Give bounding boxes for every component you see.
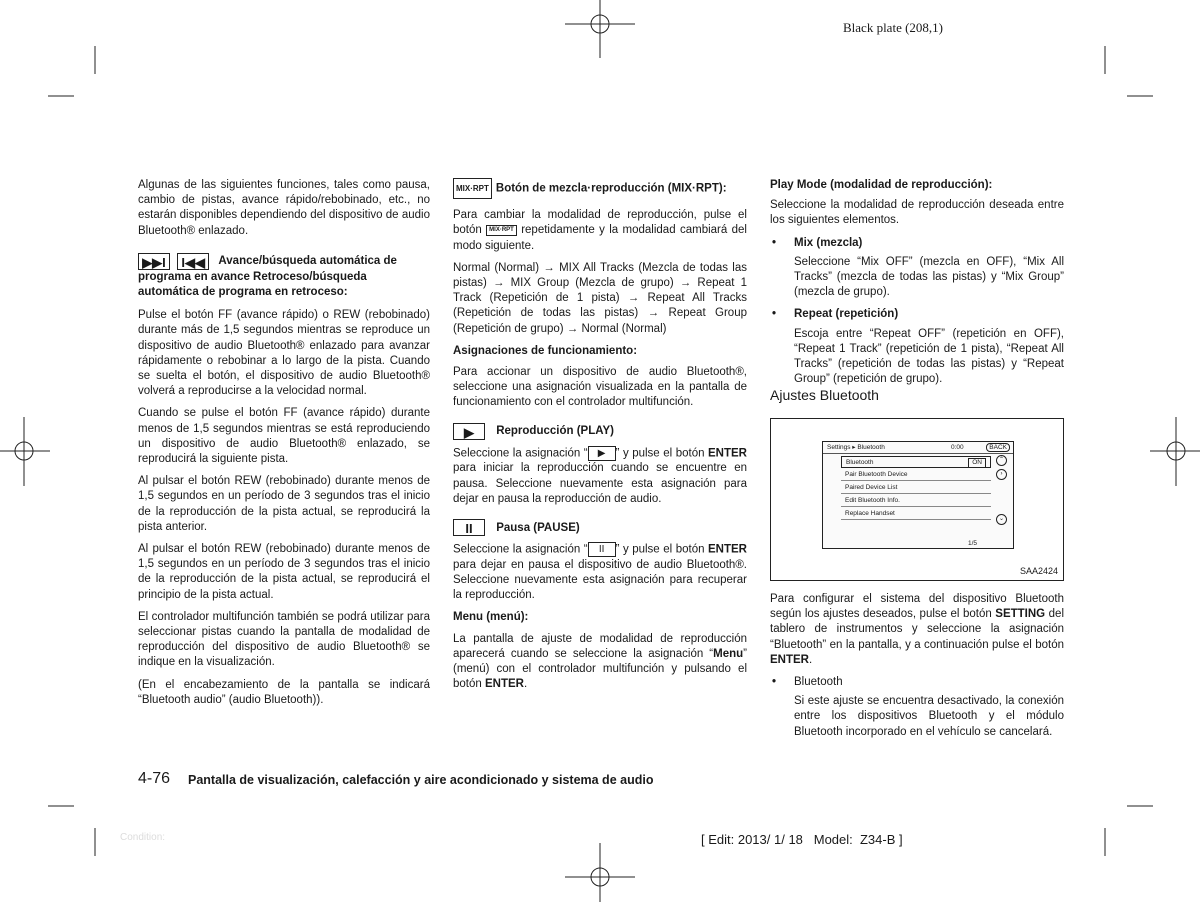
mix-paragraph [453, 208, 747, 254]
mix-text-a: Para cambiar la modalidad de reproducción, pulse el botón [453, 209, 747, 237]
menu-paragraph [453, 632, 747, 693]
ff-paragraph-1: Pulse el botón FF (avance rápido) o REW (rebobinado) durante más de 1,5 segundos mientras se reproduce un dispositivo de audio Bluetooth® enlazado para avanzar rápidamente o rebobinar a lo largo de la pista. Cuando se suelta el botón, el dispositivo de audio Bluetooth® volverá a reproducirse a la velocidad normal. [138, 309, 430, 398]
rew-paragraph-2: Al pulsar el botón REW (rebobinado) durante menos de 1,5 segundos en un período de 3 segundos tras el inicio de la reproducción de la pista actual, se reproducirá el principio de la pista actual. [138, 543, 430, 601]
rewind-icon: I◀◀ [177, 253, 209, 270]
repeat-bullet-text: Escoja entre “Repeat OFF” (repetición en OFF), “Repeat 1 Track” (repetición de 1 pista), “Repeat All Tracks” (repetición de todas las pistas) y “Repeat Group” (repetición de grupo). [794, 327, 1064, 386]
menu-item-replace[interactable]: Replace Handset [841, 508, 991, 520]
pause-heading-block [453, 519, 747, 536]
pause-text-b: ” y pulse el botón [615, 543, 705, 556]
screen-title: Settings ▸ Bluetooth [827, 444, 885, 451]
bluetooth-section-title: Ajustes Bluetooth [770, 387, 879, 403]
menu-heading: Menu (menú): [453, 611, 529, 624]
settings-text-a: Para configurar el sistema del dispositivo Bluetooth según los ajustes deseados, pulse el botón [770, 593, 1064, 621]
assignments-paragraph: Para accionar un dispositivo de audio Bluetooth®, seleccione una asignación visualizada en la pantalla de funcionamiento con el controlador multifunción. [453, 366, 747, 409]
bullet-dot: • [772, 236, 777, 249]
play-text-b: ” y pulse el botón [615, 447, 705, 460]
mix-rpt-heading-block [453, 178, 747, 199]
mix-rpt-heading: Botón de mezcla·reproducción (MIX·RPT): [495, 182, 727, 195]
menu-label: Menu [713, 647, 744, 660]
pause-inline-icon: II [588, 542, 616, 557]
condition-label: Condition: [120, 832, 166, 843]
plate-label: Black plate (208,1) [843, 20, 943, 35]
screen-title-bar [823, 442, 1013, 454]
pause-paragraph [453, 542, 747, 603]
fast-forward-icon: ▶▶I [138, 253, 170, 270]
ff-rew-heading: Avance/búsqueda automática de programa en avance Retroceso/búsqueda automática de programa en retroceso: [138, 255, 397, 299]
screen-time: 0:00 [951, 444, 964, 451]
play-heading-block [453, 423, 747, 440]
enter-label: ENTER [770, 653, 809, 666]
toggle-on[interactable]: ON [968, 458, 986, 468]
settings-text-c: . [808, 653, 813, 666]
enter-label: ENTER [708, 543, 747, 556]
settings-text-b: del tablero de instrumentos y seleccione la asignación “Bluetooth” en la pantalla, y a continuación pulse el botón [770, 608, 1065, 651]
ff-paragraph-2: Cuando se pulse el botón FF (avance rápido) durante menos de 1,5 segundos mientras se está reproduciendo un dispositivo de audio Bluetooth® enlazado, se reproducirá la siguiente pista. [138, 407, 430, 466]
assignments-heading: Asignaciones de funcionamiento: [453, 344, 638, 357]
bluetooth-bullet-text: Si este ajuste se encuentra desactivado, la conexión entre los dispositivos Bluetooth y el módulo Bluetooth incorporado en el vehículo se cancelará. [794, 695, 1064, 738]
menu-text-b: ” (menú) con el controlador multifunción y pulsando el botón [453, 647, 747, 691]
bluetooth-bullet-title: Bluetooth [794, 676, 843, 689]
enter-label: ENTER [484, 678, 524, 691]
repeat-bullet [770, 307, 1064, 322]
ff-rew-heading-block [138, 253, 430, 300]
play-mode-paragraph: Seleccione la modalidad de reproducción deseada entre los siguientes elementos. [770, 199, 1064, 227]
back-button[interactable]: BACK [986, 443, 1010, 452]
figure-code: SAA2424 [1019, 566, 1058, 576]
edit-info: [ Edit: 2013/ 1/ 18 Model: Z34-B ] [701, 832, 903, 847]
mix-bullet [770, 236, 1064, 251]
page-number: 4-76 [138, 770, 171, 787]
bluetooth-bullet [770, 675, 1064, 690]
mode-sequence-paragraph: Normal (Normal) → MIX All Tracks (Mezcla de todas las pistas) → MIX Group (Mezcla de grupo) → Repeat 1 Track (Repetición de 1 pista) → Repeat All Tracks (Repetición de todas las pistas) → Repeat Group (Repetición de grupo) → Normal (Normal) [453, 261, 747, 335]
play-icon: ▶ [453, 423, 485, 440]
column-3 [770, 178, 1064, 394]
pause-icon: II [453, 519, 485, 536]
play-text-c: para iniciar la reproducción cuando se encuentre en pausa. Seleccione nuevamente esta asignación para dejar en pausa la reproducción de audio. [453, 462, 747, 505]
pause-text-c: para dejar en pausa el dispositivo de audio Bluetooth®. Seleccione nuevamente esta asignación para recuperar la reproducción. [453, 558, 747, 602]
menu-item-pair[interactable]: Pair Bluetooth Device [841, 469, 991, 481]
settings-screen [822, 441, 1014, 549]
bluetooth-settings-paragraph [770, 592, 1064, 668]
page-indicator: 1/5 [968, 540, 978, 547]
setting-label: SETTING [995, 608, 1046, 621]
scroll-right-icon[interactable]: › [996, 469, 1007, 480]
pause-text-a: Seleccione la asignación “ [453, 543, 588, 556]
controller-paragraph: El controlador multifunción también se podrá utilizar para seleccionar pistas cuando la pantalla de modalidad de reproducción del dispositivo de audio Bluetooth® se indique en la visualización. [138, 610, 430, 669]
play-paragraph [453, 446, 747, 507]
play-text-a: Seleccione la asignación “ [453, 447, 588, 460]
scroll-down-icon[interactable]: ⌄ [996, 514, 1007, 525]
bullet-dot: • [772, 308, 777, 321]
chapter-title: Pantalla de visualización, calefacción y aire acondicionado y sistema de audio [188, 773, 654, 787]
menu-item-bluetooth[interactable]: Bluetooth ON [841, 456, 991, 468]
menu-text-c: . [523, 678, 528, 691]
screen-note-paragraph: (En el encabezamiento de la pantalla se indicará “Bluetooth audio” (audio Bluetooth)). [138, 678, 430, 706]
mix-bullet-title: Mix (mezcla) [794, 236, 863, 249]
pause-heading: Pausa (PAUSE) [496, 521, 580, 534]
column-2 [453, 178, 747, 699]
play-inline-icon: ▶ [588, 446, 616, 461]
play-mode-heading: Play Mode (modalidad de reproducción): [770, 179, 993, 191]
bullet-dot: • [772, 676, 777, 689]
column-3-bottom [770, 592, 1064, 747]
menu-text-a: La pantalla de ajuste de modalidad de reproducción aparecerá cuando se seleccione la asignación “ [453, 632, 747, 660]
menu-item-paired-list[interactable]: Paired Device List [841, 482, 991, 494]
intro-paragraph: Algunas de las siguientes funciones, tales como pausa, cambio de pistas, avance rápido/rebobinado, etc., no estarán disponibles dependiendo del dispositivo de audio Bluetooth® enlazado. [138, 179, 430, 237]
mix-bullet-text: Seleccione “Mix OFF” (mezcla en OFF), “Mix All Tracks” (mezcla de todas las pistas) y “Mix Group” (mezcla de grupo). [794, 255, 1064, 299]
rew-paragraph-1: Al pulsar el botón REW (rebobinado) durante menos de 1,5 segundos en un período de 3 segundos tras el inicio de la reproducción de la pista actual, se reproducirá la pista anterior. [138, 475, 430, 533]
column-1 [138, 178, 430, 715]
scroll-up-icon[interactable]: ⌃ [996, 455, 1007, 466]
mix-text-b: repetidamente y la modalidad cambiará del modo siguiente. [453, 224, 747, 252]
repeat-bullet-title: Repeat (repetición) [794, 308, 899, 321]
play-heading: Reproducción (PLAY) [496, 425, 614, 438]
enter-label: ENTER [708, 447, 747, 460]
mix-rpt-icon: MIX·RPT [453, 178, 492, 199]
menu-item-edit-info[interactable]: Edit Bluetooth Info. [841, 495, 991, 507]
mix-rpt-inline-icon: MIX·RPT [486, 225, 517, 236]
bluetooth-settings-figure [770, 418, 1064, 581]
